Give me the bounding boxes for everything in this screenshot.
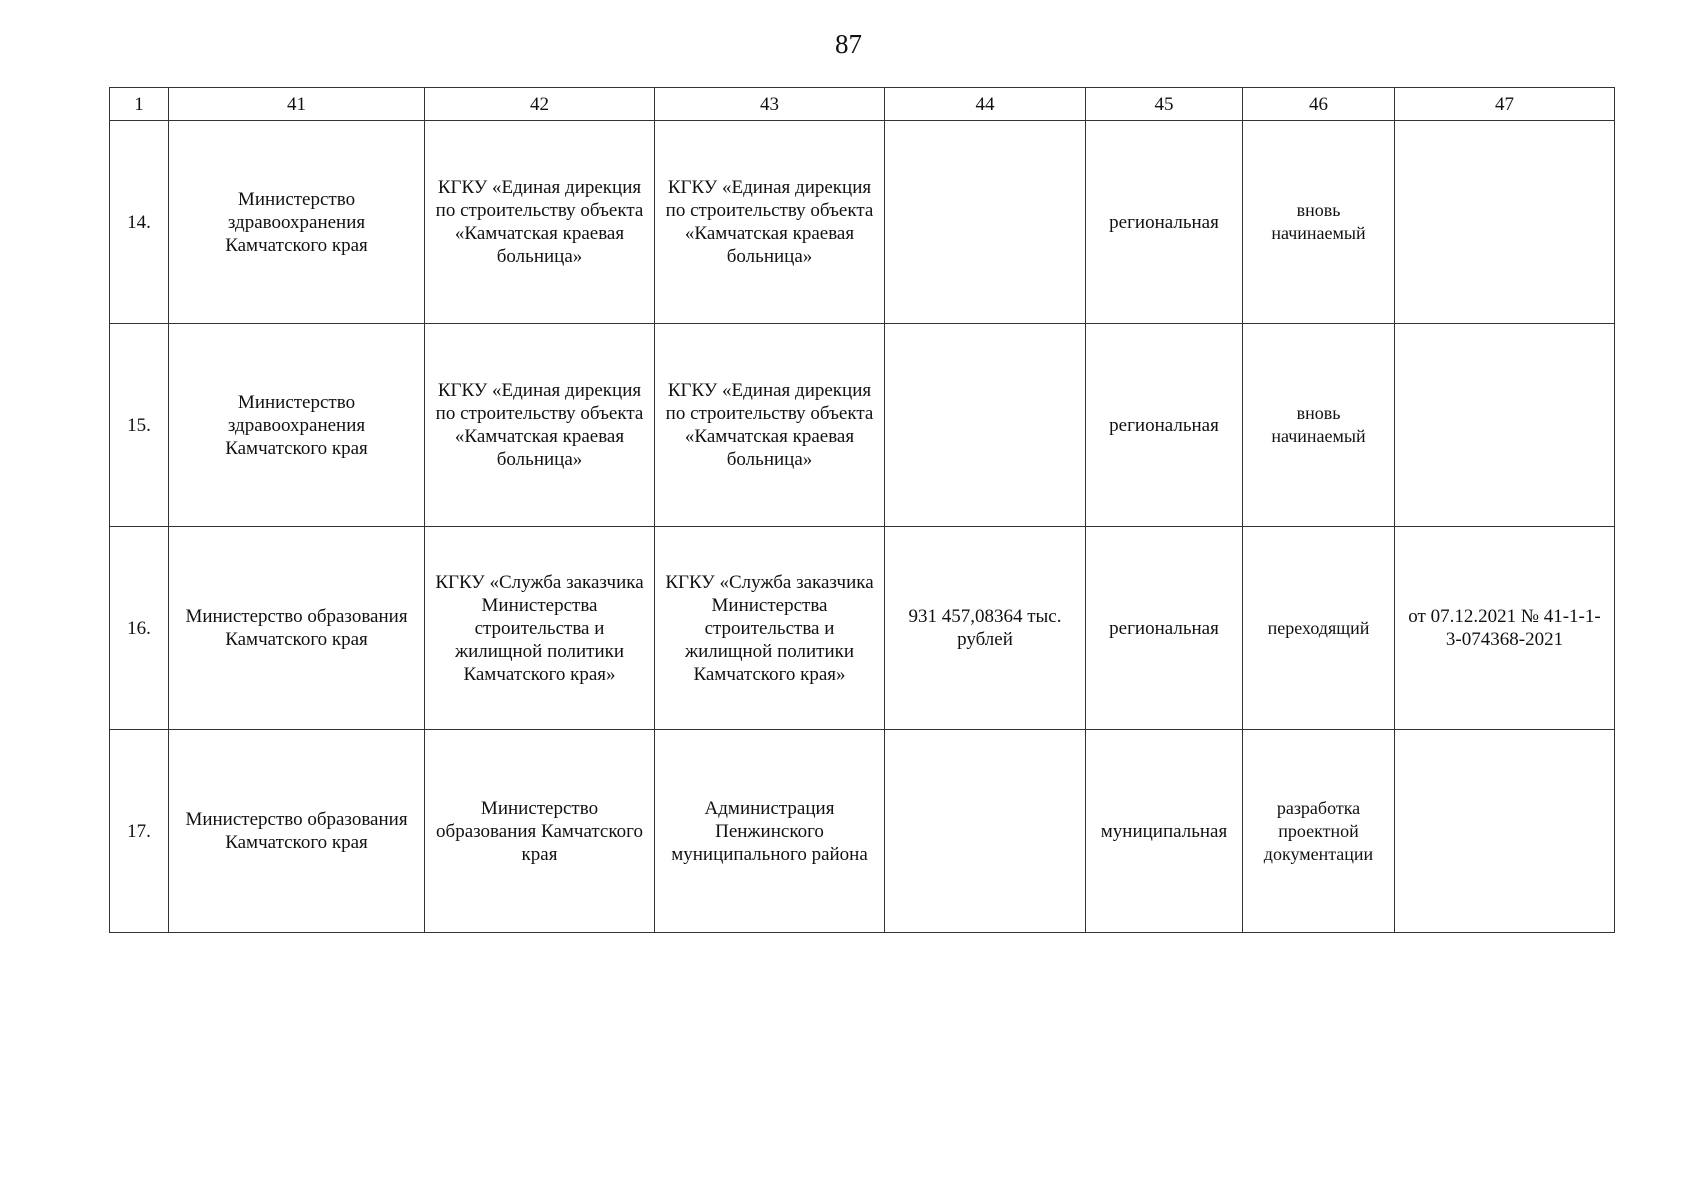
customer-cell: Министерство здравоохранения Камчатского края — [169, 324, 425, 527]
table-row — [110, 527, 1615, 730]
header-row — [110, 88, 1615, 121]
table-row — [110, 121, 1615, 324]
column-header: 46 — [1243, 88, 1395, 121]
developer-cell: Министерство образования Камчатского края — [425, 730, 655, 933]
row-number: 16. — [110, 527, 169, 730]
level-cell: региональная — [1086, 527, 1243, 730]
level-cell: региональная — [1086, 324, 1243, 527]
amount-cell — [885, 324, 1086, 527]
contractor-cell: КГКУ «Единая дирекция по строительству объекта «Камчатская краевая больница» — [655, 324, 885, 527]
column-header: 43 — [655, 88, 885, 121]
column-header: 42 — [425, 88, 655, 121]
column-header: 45 — [1086, 88, 1243, 121]
contractor-cell: КГКУ «Единая дирекция по строительству объекта «Камчатская краевая больница» — [655, 121, 885, 324]
status-cell: переходящий — [1243, 527, 1395, 730]
developer-cell: КГКУ «Служба заказчика Министерства строительства и жилищной политики Камчатского края» — [425, 527, 655, 730]
row-number: 15. — [110, 324, 169, 527]
column-header: 47 — [1395, 88, 1615, 121]
customer-cell: Министерство образования Камчатского края — [169, 730, 425, 933]
table-row — [110, 730, 1615, 933]
contractor-cell: КГКУ «Служба заказчика Министерства строительства и жилищной политики Камчатского края» — [655, 527, 885, 730]
amount-cell: 931 457,08364 тыс. рублей — [885, 527, 1086, 730]
amount-cell — [885, 730, 1086, 933]
developer-cell: КГКУ «Единая дирекция по строительству объекта «Камчатская краевая больница» — [425, 324, 655, 527]
column-header: 1 — [110, 88, 169, 121]
expertise-cell — [1395, 121, 1615, 324]
amount-cell — [885, 121, 1086, 324]
row-number: 14. — [110, 121, 169, 324]
level-cell: региональная — [1086, 121, 1243, 324]
expertise-cell — [1395, 730, 1615, 933]
expertise-cell — [1395, 324, 1615, 527]
developer-cell: КГКУ «Единая дирекция по строительству объекта «Камчатская краевая больница» — [425, 121, 655, 324]
row-number: 17. — [110, 730, 169, 933]
column-header: 41 — [169, 88, 425, 121]
status-cell: разработка проектной документации — [1243, 730, 1395, 933]
level-cell: муниципальная — [1086, 730, 1243, 933]
contractor-cell: Администрация Пенжинского муниципального района — [655, 730, 885, 933]
expertise-cell: от 07.12.2021 № 41-1-1-3-074368-2021 — [1395, 527, 1615, 730]
data-table — [109, 87, 1615, 933]
status-cell: вновь начинаемый — [1243, 121, 1395, 324]
column-header: 44 — [885, 88, 1086, 121]
status-cell: вновь начинаемый — [1243, 324, 1395, 527]
table-row — [110, 324, 1615, 527]
customer-cell: Министерство образования Камчатского края — [169, 527, 425, 730]
page-number: 87 — [835, 29, 862, 59]
customer-cell: Министерство здравоохранения Камчатского края — [169, 121, 425, 324]
